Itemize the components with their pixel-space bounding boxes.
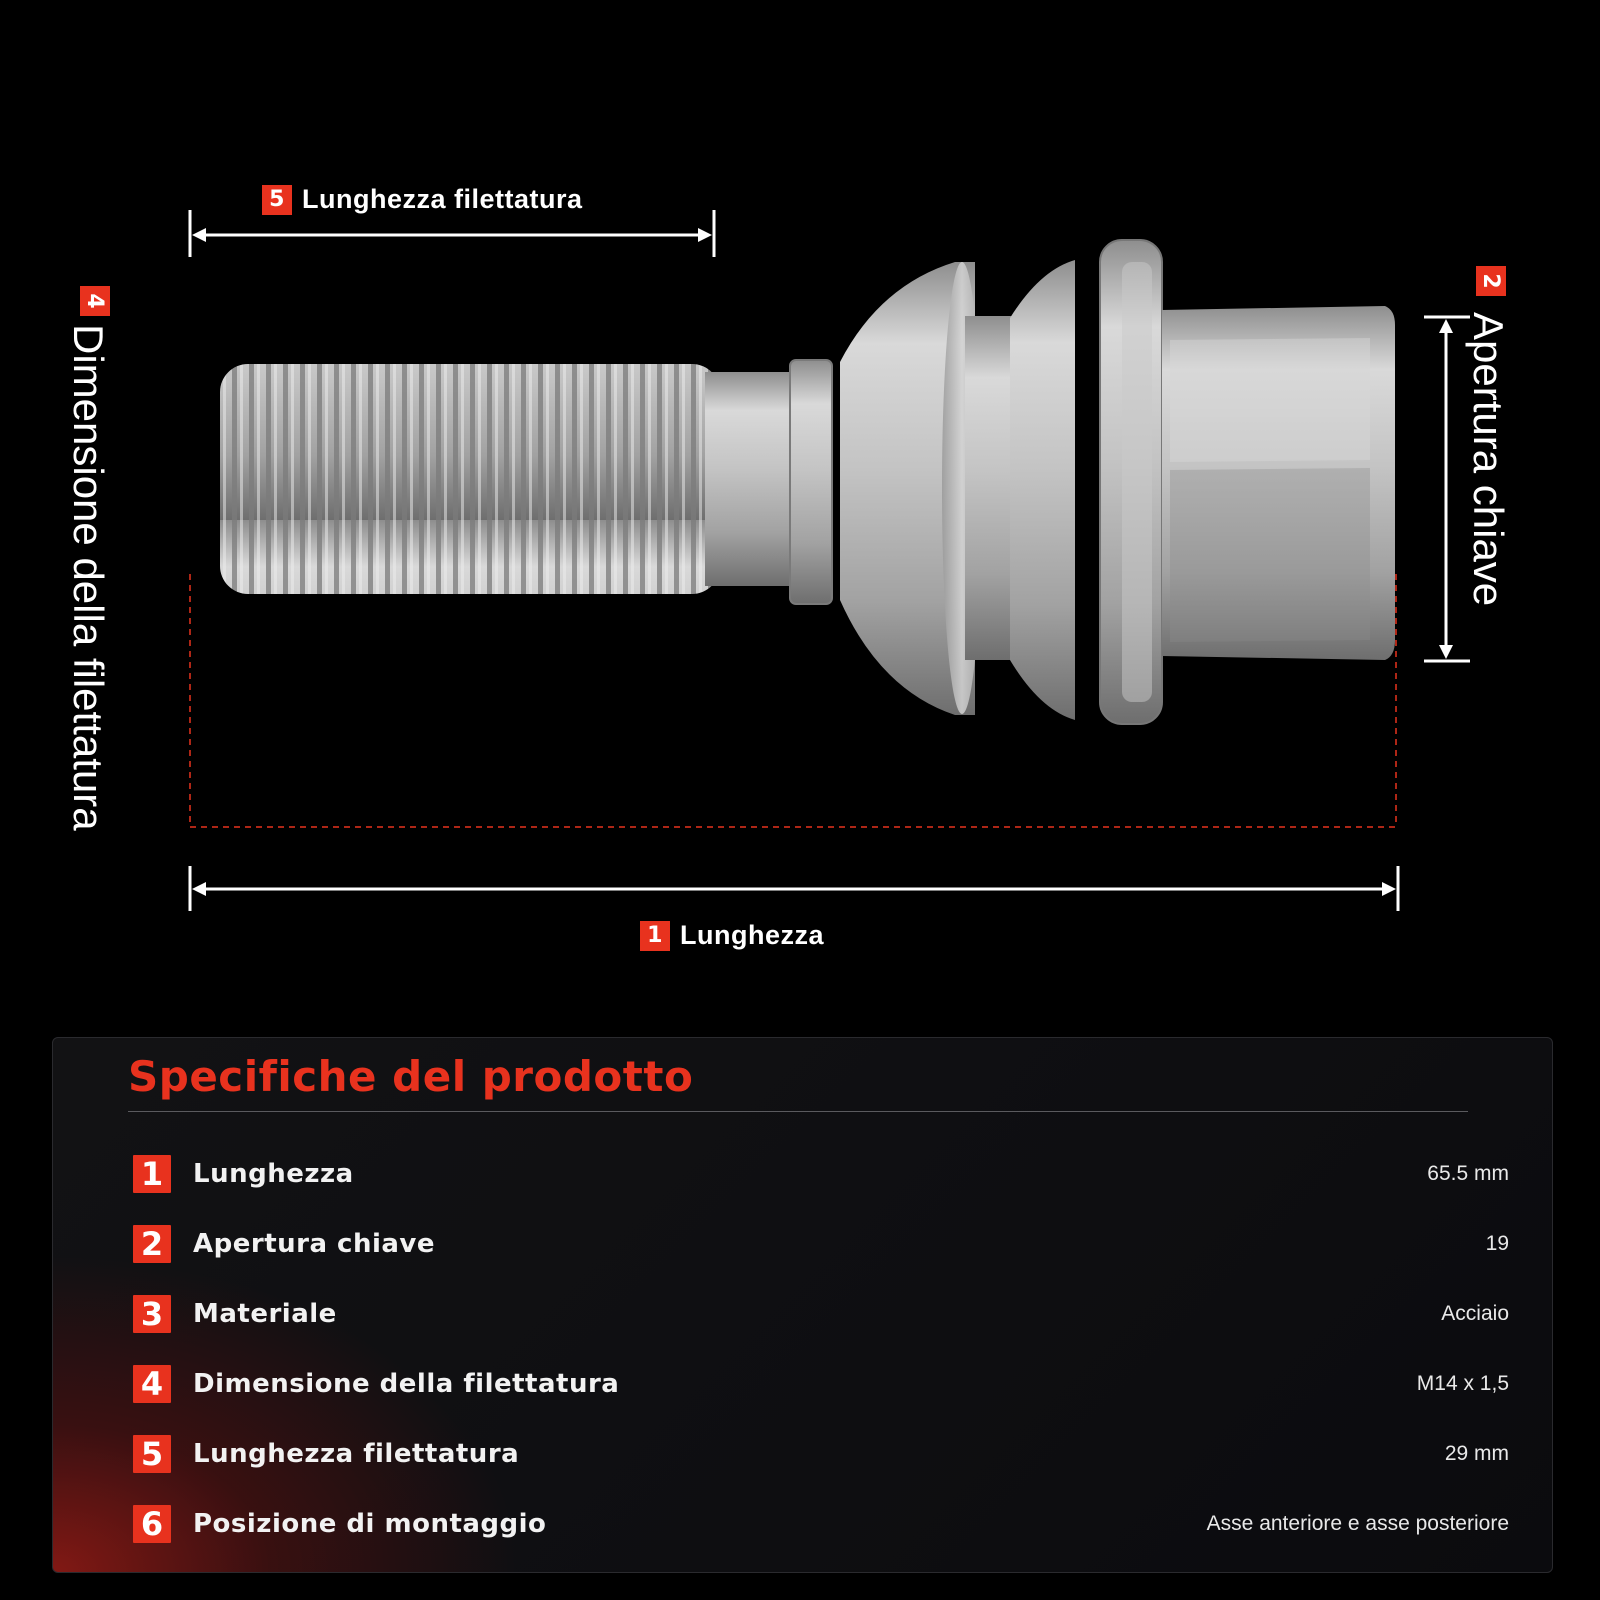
thread-size-text: Dimensione della filettatura [65,324,112,831]
spec-label: Dimensione della filettatura [193,1369,620,1399]
spec-label: Posizione di montaggio [193,1509,547,1539]
specs-divider [128,1111,1468,1112]
spec-number: 3 [133,1295,171,1333]
spec-number: 5 [133,1435,171,1473]
badge-1: 1 [640,921,670,951]
spec-row [133,1502,1509,1546]
spec-label: Lunghezza filettatura [193,1439,520,1469]
spec-number: 1 [133,1155,171,1193]
spec-row [133,1292,1509,1336]
spec-row [133,1222,1509,1266]
badge-5: 5 [262,185,292,215]
wrench-size-text: Apertura chiave [1465,312,1512,607]
thread-length-label [262,184,583,215]
badge-2: 2 [1476,266,1506,296]
spec-label: Lunghezza [193,1159,354,1189]
spec-label: Apertura chiave [193,1229,436,1259]
length-text: Lunghezza [680,920,824,950]
spec-value: Asse anteriore e asse posteriore [1206,1512,1509,1535]
spec-value: 19 [1485,1232,1509,1255]
spec-value: Acciaio [1441,1302,1509,1325]
badge-4: 4 [80,286,110,316]
spec-row [133,1152,1509,1196]
spec-value: 29 mm [1444,1442,1509,1465]
thread-length-text: Lunghezza filettatura [302,184,583,214]
spec-label: Materiale [193,1299,337,1329]
spec-row [133,1362,1509,1406]
length-label [640,920,824,951]
specs-panel [52,1037,1553,1573]
spec-number: 6 [133,1505,171,1543]
spec-value: 65.5 mm [1427,1162,1509,1185]
wrench-size-label [1465,266,1516,736]
spec-number: 4 [133,1365,171,1403]
spec-row [133,1432,1509,1476]
spec-value: M14 x 1,5 [1416,1372,1509,1395]
spec-number: 2 [133,1225,171,1263]
specs-title: Specifiche del prodotto [128,1052,694,1101]
thread-size-label [65,286,112,1006]
